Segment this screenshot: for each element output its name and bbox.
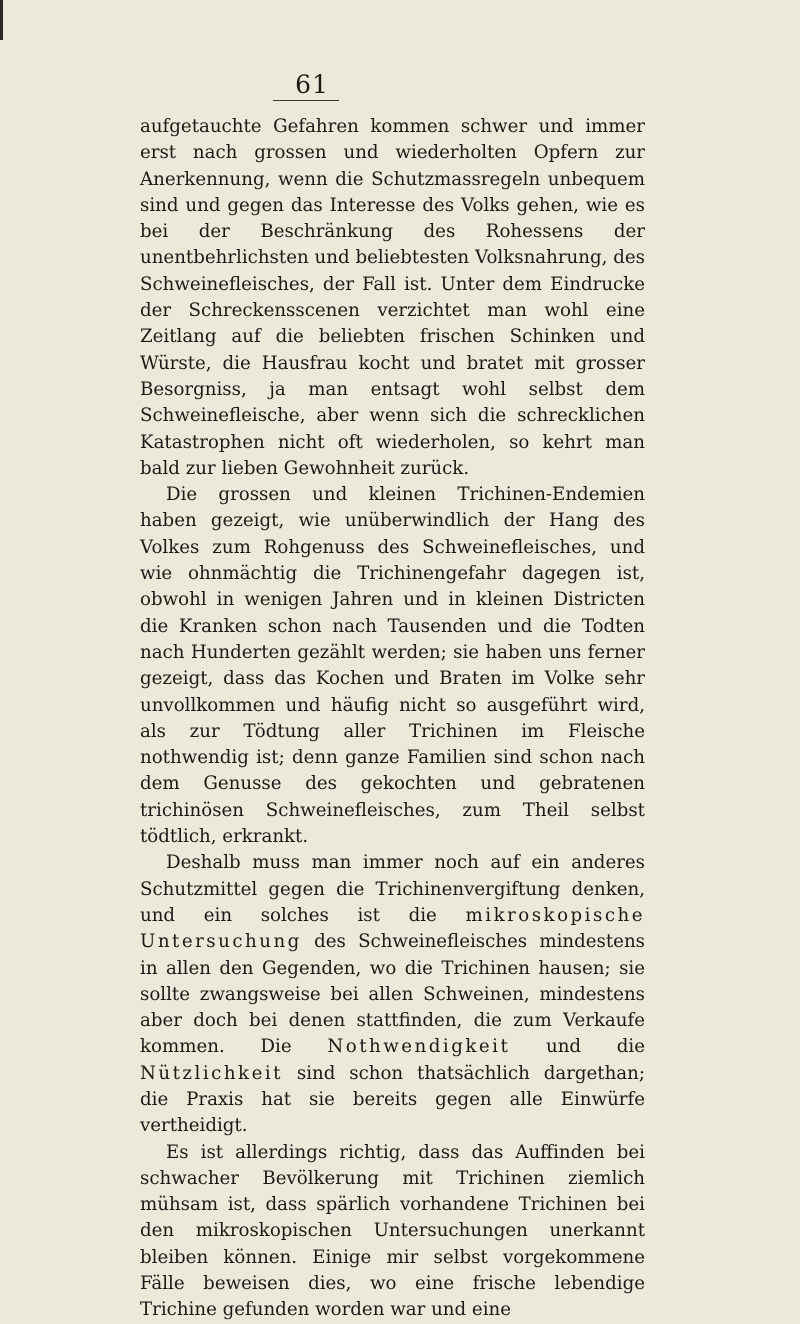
paragraph-3 — [140, 850, 645, 1139]
emphasis-nuetzlichkeit: Nützlichkeit — [140, 1062, 283, 1084]
page-edge-mark — [0, 0, 3, 40]
paragraph-3-part-3: und die — [510, 1036, 646, 1058]
paragraph-2: Die grossen und kleinen Trichinen-Endemien haben gezeigt, wie unüberwindlich der Hang des Volkes zum Rohgenuss des Schweinefleisches, und wie ohnmächtig die Trichinengefahr dagegen ist, obwohl in wenigen Jahren und in kleinen Districten die Kranken schon nach Tausenden und die Todten nach Hunderten gezählt werden; sie haben uns ferner gezeigt, dass das Kochen und Braten im Volke sehr unvollkommen und häufig nicht so ausgeführt wird, als zur Tödtung aller Trichinen im Fleische nothwendig ist; denn ganze Familien sind schon nach dem Genusse des gekochten und gebratenen trichinösen Schweinefleisches, zum Theil selbst tödtlich, erkrankt. — [140, 484, 645, 848]
paragraph-3-part-2: des Schweinefleisches mindestens in allen den Gegenden, wo die Trichinen hausen; sie sollte zwangsweise bei allen Schweinen, mindestens aber doch bei denen stattfinden, die zum Verkaufe kommen. Die — [140, 931, 645, 1058]
paragraph-4: Es ist allerdings richtig, dass das Auffinden bei schwacher Bevölkerung mit Trichinen ziemlich mühsam ist, dass spärlich vorhandene Trichinen bei den mikroskopischen Untersuchungen unerkannt bleiben können. Einige mir selbst vorgekommene Fälle beweisen dies, wo eine frische lebendige Trichine gefunden worden war und eine — [140, 1141, 645, 1321]
paragraph-3-part-4: sind schon thatsächlich dargethan; die Praxis hat sie bereits gegen alle Einwürfe vertheidigt. — [140, 1062, 645, 1137]
paragraph-1: aufgetauchte Gefahren kommen schwer und immer erst nach grossen und wiederholten Opfern zur Anerkennung, wenn die Schutzmassregeln unbequem sind und gegen das Interesse des Volks gehen, wie es bei der Beschränkung des Rohessens der unentbehrlichsten und beliebtesten Volksnahrung, des Schweinefleisches, der Fall ist. Unter dem Eindrucke der Schreckensscenen verzichtet man wohl eine Zeitlang auf die beliebten frischen Schinken und Würste, die Hausfrau kocht und bratet mit grosser Besorgniss, ja man entsagt wohl selbst dem Schweinefleische, aber wenn sich die schrecklichen Katastrophen nicht oft wiederholen, so kehrt man bald zur lieben Gewohnheit zurück. — [140, 116, 645, 479]
page-number-rule — [273, 100, 339, 101]
paragraph-3-part-1: Deshalb muss man immer noch auf ein anderes Schutzmittel gegen die Trichinenvergiftung denken, und ein solches ist die — [140, 852, 645, 926]
body-text — [140, 114, 645, 1324]
page-number: 61 — [295, 70, 329, 99]
emphasis-nothwendigkeit: Nothwendigkeit — [327, 1036, 511, 1058]
emphasis-mikroskopische-untersuchung: mikroskopische Untersuchung — [140, 904, 645, 953]
